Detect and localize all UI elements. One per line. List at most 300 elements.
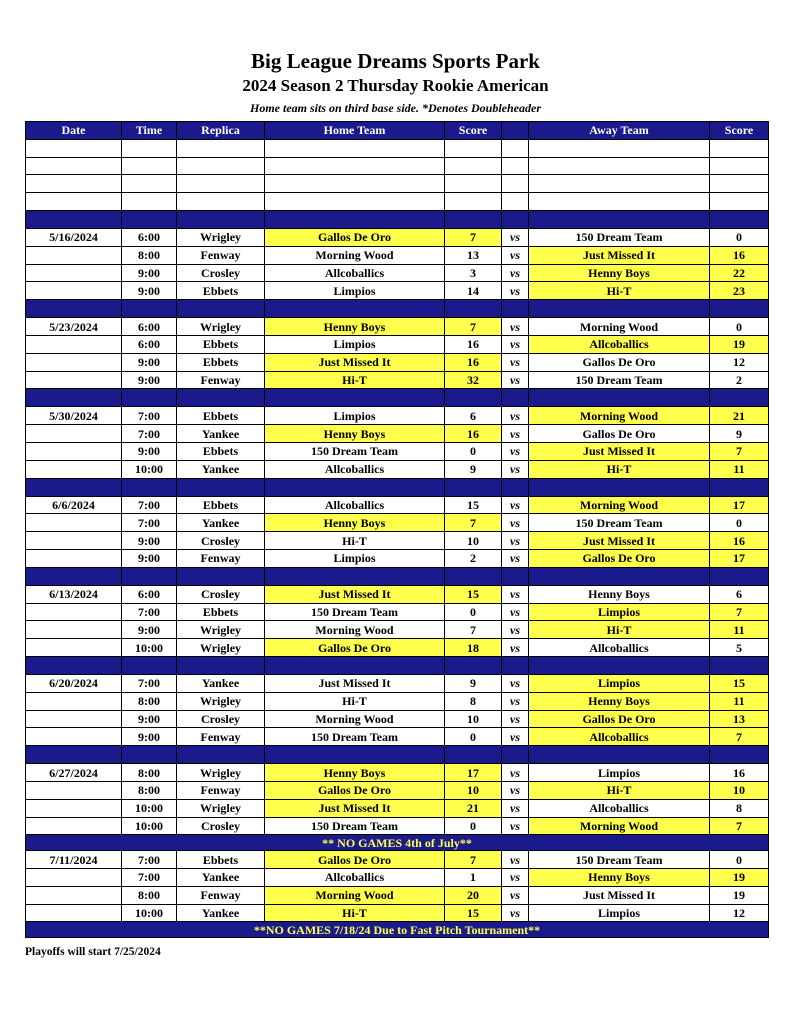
game-time: 9:00 <box>122 264 177 282</box>
home-score: 0 <box>445 728 502 746</box>
header-vs <box>502 122 529 140</box>
schedule-note: Home team sits on third base side. *Denotes Doubleheader <box>250 101 541 115</box>
game-row <box>26 246 769 264</box>
separator-cell <box>265 567 445 585</box>
vs-label: vs <box>502 674 529 692</box>
home-team: Gallos De Oro <box>265 228 445 246</box>
away-team: Gallos De Oro <box>529 549 710 567</box>
separator-cell <box>122 389 177 407</box>
game-row <box>26 318 769 336</box>
game-date: 6/27/2024 <box>26 764 122 782</box>
home-score: 6 <box>445 407 502 425</box>
game-replica: Yankee <box>177 514 265 532</box>
vs-label: vs <box>502 639 529 657</box>
game-replica: Wrigley <box>177 621 265 639</box>
home-score: 1 <box>445 869 502 887</box>
blank-cell <box>445 157 502 175</box>
away-team: Limpios <box>529 603 710 621</box>
home-score: 21 <box>445 799 502 817</box>
game-time: 9:00 <box>122 532 177 550</box>
game-date: 5/23/2024 <box>26 318 122 336</box>
game-time: 10:00 <box>122 904 177 922</box>
home-team: Gallos De Oro <box>265 639 445 657</box>
game-row <box>26 710 769 728</box>
away-team: Morning Wood <box>529 318 710 336</box>
home-team: 150 Dream Team <box>265 603 445 621</box>
home-score: 0 <box>445 442 502 460</box>
game-replica: Ebbets <box>177 282 265 300</box>
header-home-team: Home Team <box>265 122 445 140</box>
game-date <box>26 425 122 443</box>
separator-cell <box>502 389 529 407</box>
separator-cell <box>710 300 769 318</box>
away-team: Morning Wood <box>529 407 710 425</box>
separator-cell <box>26 210 122 228</box>
home-team: 150 Dream Team <box>265 442 445 460</box>
separator-cell <box>529 300 710 318</box>
game-row <box>26 869 769 887</box>
game-replica: Fenway <box>177 246 265 264</box>
game-date <box>26 335 122 353</box>
game-date <box>26 353 122 371</box>
header-row <box>26 122 769 140</box>
header-date: Date <box>26 122 122 140</box>
away-score: 0 <box>710 228 769 246</box>
separator-cell <box>445 478 502 496</box>
game-time: 8:00 <box>122 886 177 904</box>
header-home-score: Score <box>445 122 502 140</box>
blank-cell <box>122 175 177 193</box>
home-score: 17 <box>445 764 502 782</box>
game-date <box>26 246 122 264</box>
week-separator <box>26 300 769 318</box>
vs-label: vs <box>502 904 529 922</box>
separator-cell <box>529 478 710 496</box>
game-row <box>26 282 769 300</box>
game-row <box>26 496 769 514</box>
home-score: 2 <box>445 549 502 567</box>
home-team: Morning Wood <box>265 710 445 728</box>
game-row <box>26 692 769 710</box>
vs-label: vs <box>502 425 529 443</box>
vs-label: vs <box>502 621 529 639</box>
away-score: 22 <box>710 264 769 282</box>
separator-cell <box>177 478 265 496</box>
home-score: 10 <box>445 781 502 799</box>
game-time: 9:00 <box>122 442 177 460</box>
game-date: 5/30/2024 <box>26 407 122 425</box>
separator-cell <box>502 210 529 228</box>
home-team: Hi-T <box>265 692 445 710</box>
game-replica: Fenway <box>177 728 265 746</box>
header-replica: Replica <box>177 122 265 140</box>
game-date <box>26 728 122 746</box>
game-date: 6/6/2024 <box>26 496 122 514</box>
game-replica: Ebbets <box>177 851 265 869</box>
separator-cell <box>445 567 502 585</box>
away-score: 2 <box>710 371 769 389</box>
game-time: 9:00 <box>122 710 177 728</box>
blank-cell <box>265 139 445 157</box>
away-score: 0 <box>710 514 769 532</box>
game-date <box>26 869 122 887</box>
game-replica: Crosley <box>177 532 265 550</box>
away-team: Henny Boys <box>529 264 710 282</box>
home-team: Just Missed It <box>265 585 445 603</box>
home-team: 150 Dream Team <box>265 728 445 746</box>
game-time: 7:00 <box>122 603 177 621</box>
vs-label: vs <box>502 549 529 567</box>
separator-cell <box>265 478 445 496</box>
away-score: 12 <box>710 353 769 371</box>
away-score: 7 <box>710 603 769 621</box>
away-score: 7 <box>710 817 769 835</box>
vs-label: vs <box>502 710 529 728</box>
separator-cell <box>177 389 265 407</box>
game-replica: Fenway <box>177 886 265 904</box>
game-time: 8:00 <box>122 692 177 710</box>
blank-cell <box>177 193 265 211</box>
blank-cell <box>710 157 769 175</box>
game-date <box>26 371 122 389</box>
away-score: 11 <box>710 460 769 478</box>
game-replica: Ebbets <box>177 496 265 514</box>
separator-cell <box>177 746 265 764</box>
game-time: 10:00 <box>122 799 177 817</box>
separator-cell <box>26 300 122 318</box>
no-games-note-row <box>26 922 769 938</box>
blank-cell <box>122 139 177 157</box>
no-games-note: ** NO GAMES 4th of July** <box>26 835 769 851</box>
blank-cell <box>445 175 502 193</box>
game-date: 5/16/2024 <box>26 228 122 246</box>
home-score: 14 <box>445 282 502 300</box>
away-team: 150 Dream Team <box>529 514 710 532</box>
blank-cell <box>177 157 265 175</box>
home-score: 0 <box>445 603 502 621</box>
game-time: 10:00 <box>122 639 177 657</box>
separator-cell <box>445 746 502 764</box>
game-time: 7:00 <box>122 869 177 887</box>
no-games-note-row <box>26 835 769 851</box>
vs-label: vs <box>502 442 529 460</box>
week-separator <box>26 656 769 674</box>
separator-cell <box>529 567 710 585</box>
home-team: Limpios <box>265 335 445 353</box>
game-replica: Yankee <box>177 869 265 887</box>
game-time: 6:00 <box>122 318 177 336</box>
game-time: 7:00 <box>122 496 177 514</box>
game-time: 9:00 <box>122 549 177 567</box>
separator-cell <box>502 567 529 585</box>
game-row <box>26 817 769 835</box>
game-row <box>26 549 769 567</box>
home-team: Limpios <box>265 282 445 300</box>
game-date <box>26 817 122 835</box>
blank-row <box>26 175 769 193</box>
separator-cell <box>710 389 769 407</box>
blank-cell <box>177 175 265 193</box>
away-team: 150 Dream Team <box>529 371 710 389</box>
away-team: Allcoballics <box>529 335 710 353</box>
home-score: 3 <box>445 264 502 282</box>
home-score: 10 <box>445 710 502 728</box>
away-score: 7 <box>710 728 769 746</box>
home-team: Hi-T <box>265 904 445 922</box>
home-score: 15 <box>445 585 502 603</box>
game-time: 6:00 <box>122 585 177 603</box>
game-replica: Crosley <box>177 585 265 603</box>
game-row <box>26 425 769 443</box>
blank-cell <box>26 139 122 157</box>
away-team: Morning Wood <box>529 496 710 514</box>
vs-label: vs <box>502 692 529 710</box>
game-date <box>26 264 122 282</box>
week-separator <box>26 567 769 585</box>
away-team: Hi-T <box>529 621 710 639</box>
separator-cell <box>502 300 529 318</box>
home-team: Just Missed It <box>265 674 445 692</box>
game-date <box>26 514 122 532</box>
separator-cell <box>26 567 122 585</box>
home-score: 32 <box>445 371 502 389</box>
vs-label: vs <box>502 728 529 746</box>
away-team: Just Missed It <box>529 246 710 264</box>
game-replica: Crosley <box>177 817 265 835</box>
game-replica: Crosley <box>177 710 265 728</box>
separator-cell <box>502 656 529 674</box>
away-team: Hi-T <box>529 282 710 300</box>
game-time: 8:00 <box>122 246 177 264</box>
home-score: 16 <box>445 353 502 371</box>
vs-label: vs <box>502 781 529 799</box>
separator-cell <box>445 389 502 407</box>
blank-cell <box>502 175 529 193</box>
home-team: Henny Boys <box>265 764 445 782</box>
game-replica: Wrigley <box>177 639 265 657</box>
home-score: 7 <box>445 851 502 869</box>
game-row <box>26 603 769 621</box>
header-away-score: Score <box>710 122 769 140</box>
vs-label: vs <box>502 869 529 887</box>
blank-cell <box>177 139 265 157</box>
home-team: Hi-T <box>265 371 445 389</box>
game-row <box>26 674 769 692</box>
game-replica: Ebbets <box>177 442 265 460</box>
playoffs-note: Playoffs will start 7/25/2024 <box>25 946 161 958</box>
game-time: 6:00 <box>122 228 177 246</box>
game-date <box>26 710 122 728</box>
game-date <box>26 460 122 478</box>
game-replica: Ebbets <box>177 335 265 353</box>
blank-cell <box>26 193 122 211</box>
game-row <box>26 781 769 799</box>
game-row <box>26 532 769 550</box>
home-team: Limpios <box>265 407 445 425</box>
separator-cell <box>445 210 502 228</box>
game-time: 7:00 <box>122 514 177 532</box>
blank-cell <box>26 157 122 175</box>
game-time: 9:00 <box>122 371 177 389</box>
blank-cell <box>502 193 529 211</box>
home-team: Allcoballics <box>265 264 445 282</box>
away-score: 19 <box>710 869 769 887</box>
separator-cell <box>26 389 122 407</box>
vs-label: vs <box>502 282 529 300</box>
vs-label: vs <box>502 460 529 478</box>
separator-cell <box>445 300 502 318</box>
week-separator <box>26 746 769 764</box>
away-score: 17 <box>710 496 769 514</box>
home-score: 20 <box>445 886 502 904</box>
away-score: 19 <box>710 886 769 904</box>
week-separator <box>26 210 769 228</box>
separator-cell <box>177 300 265 318</box>
header-away-team: Away Team <box>529 122 710 140</box>
game-replica: Yankee <box>177 425 265 443</box>
home-score: 15 <box>445 496 502 514</box>
game-date: 6/20/2024 <box>26 674 122 692</box>
game-time: 9:00 <box>122 621 177 639</box>
week-separator <box>26 389 769 407</box>
home-team: Morning Wood <box>265 621 445 639</box>
home-score: 18 <box>445 639 502 657</box>
game-date <box>26 621 122 639</box>
blank-cell <box>122 193 177 211</box>
separator-cell <box>265 300 445 318</box>
blank-cell <box>529 157 710 175</box>
no-games-note: **NO GAMES 7/18/24 Due to Fast Pitch Tournament** <box>26 922 769 938</box>
schedule-body <box>26 139 769 938</box>
home-team: 150 Dream Team <box>265 817 445 835</box>
blank-row <box>26 157 769 175</box>
home-score: 10 <box>445 532 502 550</box>
away-team: Just Missed It <box>529 532 710 550</box>
game-replica: Fenway <box>177 781 265 799</box>
vs-label: vs <box>502 264 529 282</box>
game-date <box>26 442 122 460</box>
away-team: Limpios <box>529 764 710 782</box>
game-replica: Fenway <box>177 371 265 389</box>
game-date <box>26 692 122 710</box>
vs-label: vs <box>502 335 529 353</box>
away-team: 150 Dream Team <box>529 851 710 869</box>
blank-cell <box>710 175 769 193</box>
away-team: Just Missed It <box>529 442 710 460</box>
separator-cell <box>177 567 265 585</box>
home-team: Hi-T <box>265 532 445 550</box>
game-row <box>26 728 769 746</box>
away-score: 9 <box>710 425 769 443</box>
game-date <box>26 781 122 799</box>
home-score: 13 <box>445 246 502 264</box>
blank-cell <box>122 157 177 175</box>
blank-cell <box>445 193 502 211</box>
away-score: 12 <box>710 904 769 922</box>
vs-label: vs <box>502 246 529 264</box>
home-score: 8 <box>445 692 502 710</box>
vs-label: vs <box>502 764 529 782</box>
away-score: 0 <box>710 318 769 336</box>
home-team: Just Missed It <box>265 353 445 371</box>
vs-label: vs <box>502 585 529 603</box>
game-date <box>26 639 122 657</box>
header-time: Time <box>122 122 177 140</box>
away-score: 13 <box>710 710 769 728</box>
away-score: 17 <box>710 549 769 567</box>
game-date: 6/13/2024 <box>26 585 122 603</box>
separator-cell <box>122 478 177 496</box>
vs-label: vs <box>502 799 529 817</box>
game-replica: Ebbets <box>177 407 265 425</box>
game-row <box>26 621 769 639</box>
blank-cell <box>529 139 710 157</box>
week-separator <box>26 478 769 496</box>
away-team: Limpios <box>529 904 710 922</box>
away-score: 6 <box>710 585 769 603</box>
home-team: Allcoballics <box>265 869 445 887</box>
separator-cell <box>445 656 502 674</box>
blank-row <box>26 193 769 211</box>
game-time: 7:00 <box>122 674 177 692</box>
blank-cell <box>529 175 710 193</box>
separator-cell <box>265 746 445 764</box>
home-team: Henny Boys <box>265 514 445 532</box>
separator-cell <box>265 389 445 407</box>
home-team: Gallos De Oro <box>265 851 445 869</box>
away-team: Just Missed It <box>529 886 710 904</box>
away-score: 16 <box>710 764 769 782</box>
game-replica: Crosley <box>177 264 265 282</box>
game-time: 7:00 <box>122 851 177 869</box>
game-row <box>26 407 769 425</box>
away-team: Hi-T <box>529 460 710 478</box>
game-date <box>26 603 122 621</box>
schedule-table <box>25 121 769 938</box>
game-date <box>26 904 122 922</box>
separator-cell <box>529 746 710 764</box>
home-score: 9 <box>445 674 502 692</box>
away-score: 16 <box>710 246 769 264</box>
separator-cell <box>26 656 122 674</box>
blank-cell <box>26 175 122 193</box>
separator-cell <box>710 567 769 585</box>
away-score: 5 <box>710 639 769 657</box>
away-score: 23 <box>710 282 769 300</box>
game-replica: Yankee <box>177 904 265 922</box>
blank-cell <box>710 139 769 157</box>
vs-label: vs <box>502 532 529 550</box>
game-date <box>26 886 122 904</box>
game-replica: Ebbets <box>177 353 265 371</box>
separator-cell <box>265 210 445 228</box>
game-date <box>26 549 122 567</box>
separator-cell <box>529 389 710 407</box>
game-date <box>26 532 122 550</box>
game-row <box>26 442 769 460</box>
game-row <box>26 585 769 603</box>
vs-label: vs <box>502 407 529 425</box>
separator-cell <box>502 746 529 764</box>
blank-cell <box>710 193 769 211</box>
blank-row <box>26 139 769 157</box>
away-team: 150 Dream Team <box>529 228 710 246</box>
game-replica: Yankee <box>177 460 265 478</box>
blank-cell <box>265 193 445 211</box>
game-row <box>26 353 769 371</box>
game-replica: Wrigley <box>177 764 265 782</box>
game-replica: Fenway <box>177 549 265 567</box>
